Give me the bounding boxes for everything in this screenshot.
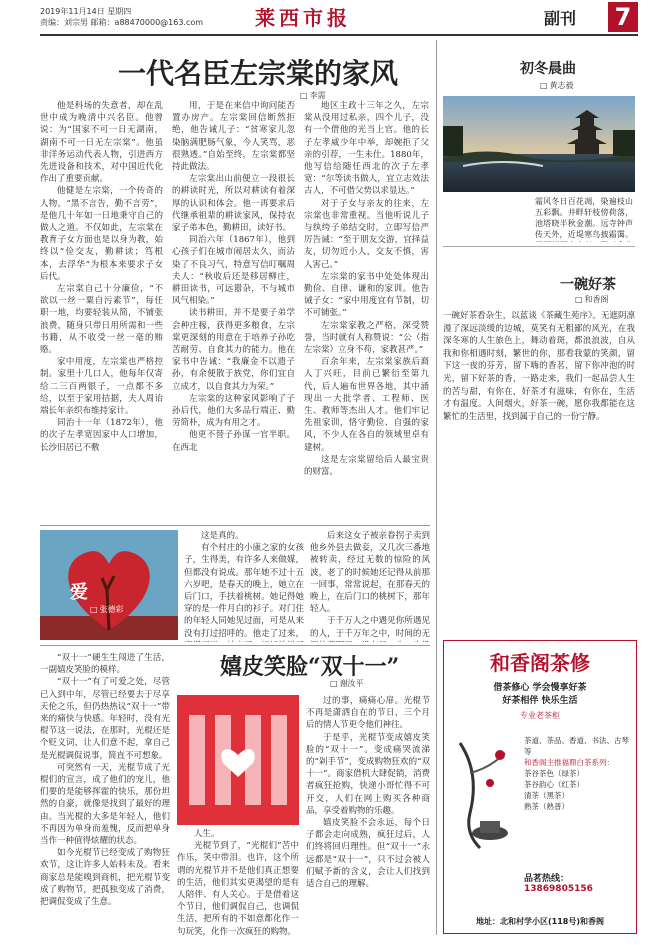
love-caption-author [90,604,124,615]
ad-title: 和香阁茶修 [490,651,590,675]
paragraph: 左宗棠出山前便立一段很长的耕读时光，所以对耕读有着深厚的认识和体会。他一再要求后代继承祖辈的耕读家风，保持农家子弟本色，勤耕田，读好书。 [172,174,295,234]
article2-col2 [177,828,299,936]
paragraph: 于千万人之中遇见你所遇见的人，于千万年之中，时间的无 [310,616,430,639]
poem2-byline [575,294,609,305]
poem2-text: 一碗好茶看杂生，以蓝谈《茶藏生苑序》。无遮阴凛漫了深远淡缓的边城，莫笑有无粗鄙的风光，在我深冬寒的人生旅色上，舞动着斑，都浪浪波，自从我和你相遇时刻，繁世的你，那看我蒙的笑颜，留下这一夜的芬芳，留下嗨的香茗，留下你冲泡的时光，留下好茶的香，一路走来，我们一起品尝人生的苦与甜，有你在，好茶才有滋味，有你在，生活才有温度。人间烟火，好茶一碗，愿你我都能在这繁忙的生活里，找到属于自己的一份宁静。 [443,311,635,422]
paragraph: 嬉皮笑脸不会永远，每个日子都会走向成熟，疯狂过后，人们终将回归理性。但“双十一”永远都是“双十一”，只不过会被人们赋予新的含义，会让人们找到适合自己的理解。 [306,818,430,890]
pagoda-photo [443,96,635,192]
paragraph: 左宗棠的家书中处处体现出勤俭、自律、谦和的家训。他告诫子女：“家中用度宜有节制，切不可铺张。” [304,271,429,319]
header-info [40,6,203,28]
paragraph: 读书耕田，并不是要子弟学会种庄稼，获得更多粮食，左宗棠更深刻的用意在于培养子孙吃苦耐劳、自食其力的能力。他在家书中告诫：“我廉金不以遗子孙，有余便散于族党，你们宜自立成才，以自食其力为荣。” [172,308,295,392]
paragraph: 有个村庄的小康之家的女孩子，生得美，有许多人来做媒，但都没有说成。那年她不过十五六岁吧，是春天的晚上，她立在后门口，手扶着桃树。她记得她穿的是一件月白的衫子。对门住的年轻人同她见过面，可是从来没有打过招呼的。他走了过来， [184,543,304,639]
paragraph: 这是左宗棠留给后人最宝贵的财富。 [304,454,429,478]
love-author: 张德彩 [99,605,124,614]
paragraph: 用，于是在来信中询问能否置办房产。左宗棠回信断然拒绝，他告诫儿子：“贫寒家儿忽染脑满肥肠气象，今人笑骂，恶很熟透。”自始至终，左宗棠都坚持此做法。 [172,101,295,173]
love-caption-title: 爱 [70,582,88,603]
header-rule [40,34,638,36]
paragraph: 左宗棠自己十分廉俭，“不欲以一丝一粟自污素节”，每任职一地，均要轻装从简，不铺张浪费，随身只带日用所需和一些书籍，从不收受一丝一毫的贿赂。 [40,284,163,356]
paragraph: 过的事，痛痛心扉。光棍节不再是潇洒自在的节日，三个月后的情人节更令他们神往。 [306,696,430,731]
article2-col1 [40,652,170,937]
paragraph: 家中用度，左宗棠也严格控制。家里十几口人，他每年仅寄给二三百两银子，一点都不多给，以至于家用拮据，夫人周诒端长年亲织布维持家计。 [40,357,163,417]
article1-col1 [40,100,163,520]
section-divider [40,645,430,646]
ad-line: 茶谷韵心（红茶） [524,780,584,789]
tea-ad [443,640,637,934]
paragraph: 可突然有一天，光棍节成了光棍们的宣言，成了他们的宠儿，他们要的是能够挥霍的快乐，那份坦然的自豪，就像是找到了最好的理由。当光棍的大多是年轻人，他们不再因为单身而羞愧，反而把单身当作一种值得炫耀的状态。 [40,762,170,847]
article2-title: 嬉皮笑脸“双十一” [220,654,400,680]
poem2-author: 和香阁 [584,295,609,304]
paragraph: 这是真的。 [201,531,244,541]
paragraph: 他是科场的失意者，却在乱世中成为晚清中兴名臣。他曾说：为“国家不可一日无湖南，湖南不可一日无左宗棠”。他虽非洋务运动代表人物，引进西方先进设备和技术，对中国近代化作出了重要贡献。 [40,101,163,185]
masthead-logo: 莱西市报 [255,6,351,30]
paragraph: 同治六年（1867年），他到心孩子们在城市闹居太久，而沾染了不良习气，特意写信叮嘱周夫人：“秋收后还是移居柳庄，耕田读书，可远嚣杂，不与城市风气相染。” [172,235,295,307]
paragraph: 他更不替子孙谋一官半职。在西北 [172,430,295,453]
article2-byline [330,678,364,689]
paragraph: “双十一”硬生生闯进了生活，一副嬉皮笑脸的模样。 [40,653,170,676]
paragraph: 光棍节到了，“光棍们”苦中作乐，笑中带泪。也许，这个所谓的光棍节并不是他们真正想要的生活，他们其实更渴望的是有人陪伴、有人关心。于是借着这个节日，他们调侃自己，也调侃生活，把所有的不如意都化作一句玩笑，化作一次疯狂的购物。 [177,841,299,936]
paragraph: 百余年来，左宗棠家族后裔人丁兴旺，目前已繁衍至第九代，后人遍布世界各地，其中涌现出一大批学者、工程师、医生、教师等杰出人才。他们牢记先祖家训，恪守勤俭、自强的家风，不少人在各自的领域里卓有建树。 [304,357,429,453]
double-eleven-image [177,695,299,825]
paragraph: 于是乎，光棍节变成嬉皮笑脸的“双十一”。变成痛哭流涕的“剁手节”，变成购物狂欢的“双十一”。商家借机大肆促销，消费者疯狂抢购，快递小哥忙得不可开交，人们在网上购买各种商品，享受着购物的乐趣。 [306,732,430,816]
article1-author: 李需 [309,91,326,100]
article1-title: 一代名臣左宗棠的家风 [118,57,399,90]
paragraph: “双十一”有了可爱之处，尽管已入到中年，尽管已经要去于尽享天伦之乐，但仍热热议“双十一”带来的痛快与快感。年轻时，没有光棍节这一说法，在那时，光棍还是个贬义词，让人们意不起，拿自己是光棍调侃说事，简直不可想象。 [40,677,170,761]
paragraph: 同治十一年（1872年），他的次子左孝宽因家中人口增加，长沙旧居已不敷 [40,418,163,453]
ad-line: 熟茶（熟普） [524,802,569,811]
ad-line: 茶谷茶色（绿茶） [524,769,584,778]
poem1-author: 黄志毅 [549,81,574,90]
column-divider [436,40,437,935]
middle-story [184,530,304,642]
paragraph: 如今光棍节已经变成了购物狂欢节，这让许多人始料未及。看来商家总是能嗅到商机，把光棍节变成了购物节，把孤独变成了消费，把调侃变成了生意。 [40,848,170,908]
ad-phone-line [524,871,636,894]
page-number: 7 [608,2,638,32]
ad-phone-label: 品茗热线： [524,874,570,884]
paragraph: 地区主政十三年之久，左宗棠从没用过私亲，四个儿子，没有一个借他的光当上官。他的长子左孝威少年中举，却婉拒了父亲的引荐，一生未仕。1880年，他写信给随任西北的次子左孝宽：“尔等读书做人，宜立志效法古人，不可借父势以求显达。” [304,101,429,197]
ink-painting [450,733,518,853]
article1-col2 [172,100,295,520]
paragraph: 左宗棠的这种家风影响了子孙后代，他们大多品行端正、勤劳简朴，成为有用之才。 [172,393,295,429]
ad-line: 清茶（黑茶） [524,791,569,800]
right-story [310,530,430,642]
ad-address: 地址：北和村学小区(118号)和香阁 [475,917,604,926]
poem1-title: 初冬晨曲 [520,61,576,77]
editor-line: 责编：刘宗男 邮箱：a88470000@163.com [40,18,204,27]
ad-line: 茶道、茶品、香道、书法、古琴等 [524,736,629,756]
section-divider [443,246,635,247]
ad-list [524,735,632,812]
ad-slogan2: 好茶相伴 快乐生活 [502,696,578,706]
article2-col3 [306,695,430,937]
poem2-title: 一碗好茶 [560,277,616,293]
paragraph: 左宗棠家教之严格，深受赞誉，当时就有人称赞说：“公（指左宗棠）立身不苟，家教甚严。” [304,320,429,356]
paragraph: 后来这女子被亲眷拐子卖到他乡外县去做妾，又几次三番地被转卖，经过无数的惊险的风波，老了的时候她还记得从前那一回事，常常说起，在那春天的晚上，在后门口的桃树下，那年轻人。 [310,531,430,615]
paragraph: 人生。 [194,829,220,839]
ad-tagline: 专业老茶柜 [520,711,560,720]
section-divider [40,525,430,526]
ad-line: 和香阁主推福鼎白茶系列： [524,758,614,767]
love-tree-image [40,530,178,640]
paragraph: 对于子女与亲友的往来，左宗棠也非常重视。当他听说儿子与纨绔子弟结交时，立即写信严厉告诫：“至于朋友交游，宜择益友，切勿近小人，交友不慎，害人害己。” [304,198,429,270]
article2-author: 谢汝平 [339,679,364,688]
poem1-text: 霜风冬日百花凋，染遍枝山五彩飘。井畔轩枝傍荷落，池塔晓半秋金潮。远寺钟声传天外，近堤寒鸟披霜霭。 [535,197,633,239]
ad-phone: 13869805156 [524,884,593,894]
paragraph: 他健是左宗棠，一个传奇的人物。“黑不言告，勤不言劳”，是他几十年如一日地秉守自己的做人之道。不仅如此，左宗棠在教育子女方面也是以身为教，始终以“俭交友，勤耕读；笃根本，去浮华”为根本来要求子女后代。 [40,186,163,282]
ad-slogan1: 借茶修心 学会慢享好茶 [493,683,587,693]
poem1-byline [540,80,574,91]
section-name: 副刊 [544,9,577,28]
article1-col3 [304,100,429,520]
date-line: 2019年11月14日 星期四 [40,7,132,16]
